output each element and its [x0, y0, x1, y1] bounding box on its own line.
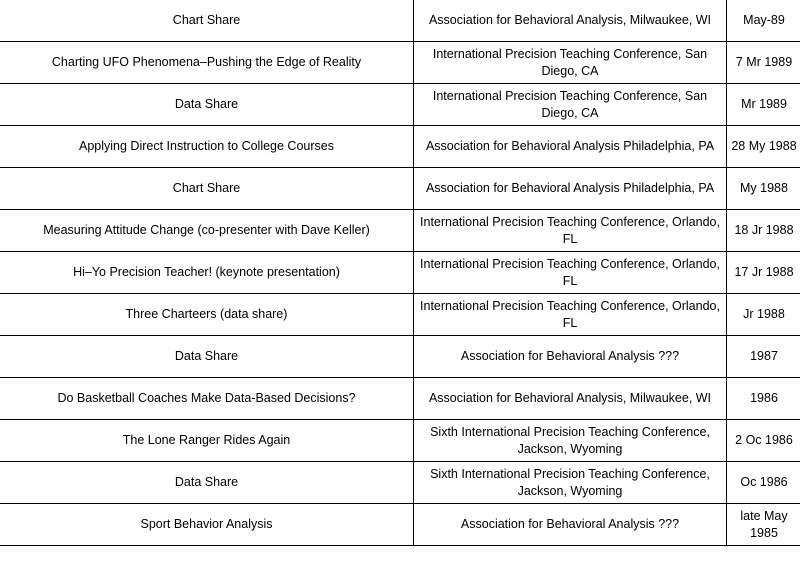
- table-row: [0, 126, 800, 168]
- presentation-venue: International Precision Teaching Conference, Orlando, FL: [414, 252, 727, 294]
- presentation-venue: International Precision Teaching Conference, Orlando, FL: [414, 294, 727, 336]
- presentation-date: 7 Mr 1989: [727, 42, 800, 84]
- presentation-title: The Lone Ranger Rides Again: [0, 420, 414, 462]
- table-row: [0, 252, 800, 294]
- presentation-venue: Association for Behavioral Analysis ???: [414, 336, 727, 378]
- presentation-venue: Association for Behavioral Analysis ???: [414, 504, 727, 546]
- presentation-title: Applying Direct Instruction to College Courses: [0, 126, 414, 168]
- presentation-venue: Association for Behavioral Analysis Philadelphia, PA: [414, 168, 727, 210]
- presentation-title: Sport Behavior Analysis: [0, 504, 414, 546]
- table-row: [0, 420, 800, 462]
- presentation-venue: International Precision Teaching Conference, San Diego, CA: [414, 84, 727, 126]
- presentation-title: Charting UFO Phenomena–Pushing the Edge of Reality: [0, 42, 414, 84]
- table-row: [0, 168, 800, 210]
- presentation-date: Jr 1988: [727, 294, 800, 336]
- presentation-title: Data Share: [0, 84, 414, 126]
- presentation-title: Chart Share: [0, 168, 414, 210]
- table-row: [0, 462, 800, 504]
- table-row: [0, 42, 800, 84]
- table-row: [0, 210, 800, 252]
- presentation-venue: Association for Behavioral Analysis, Milwaukee, WI: [414, 0, 727, 42]
- table-row: [0, 84, 800, 126]
- table-row: [0, 294, 800, 336]
- presentation-venue: International Precision Teaching Conference, San Diego, CA: [414, 42, 727, 84]
- presentation-title: Do Basketball Coaches Make Data-Based Decisions?: [0, 378, 414, 420]
- table-row: [0, 0, 800, 42]
- presentation-date: 1986: [727, 378, 800, 420]
- presentation-date: late May 1985: [727, 504, 800, 546]
- presentation-venue: International Precision Teaching Conference, Orlando, FL: [414, 210, 727, 252]
- presentation-date: 1987: [727, 336, 800, 378]
- presentation-date: My 1988: [727, 168, 800, 210]
- presentation-venue: Association for Behavioral Analysis Philadelphia, PA: [414, 126, 727, 168]
- table-row: [0, 378, 800, 420]
- presentation-title: Hi–Yo Precision Teacher! (keynote presentation): [0, 252, 414, 294]
- presentation-title: Measuring Attitude Change (co-presenter with Dave Keller): [0, 210, 414, 252]
- presentation-venue: Sixth International Precision Teaching Conference, Jackson, Wyoming: [414, 420, 727, 462]
- table-row: [0, 504, 800, 546]
- presentation-title: Data Share: [0, 336, 414, 378]
- presentation-date: May-89: [727, 0, 800, 42]
- presentation-date: 18 Jr 1988: [727, 210, 800, 252]
- presentation-venue: Association for Behavioral Analysis, Milwaukee, WI: [414, 378, 727, 420]
- presentation-venue: Sixth International Precision Teaching Conference, Jackson, Wyoming: [414, 462, 727, 504]
- presentation-date: Mr 1989: [727, 84, 800, 126]
- presentation-date: Oc 1986: [727, 462, 800, 504]
- presentation-title: Chart Share: [0, 0, 414, 42]
- presentation-title: Three Charteers (data share): [0, 294, 414, 336]
- table-row: [0, 336, 800, 378]
- presentation-title: Data Share: [0, 462, 414, 504]
- presentation-date: 28 My 1988: [727, 126, 800, 168]
- presentation-date: 17 Jr 1988: [727, 252, 800, 294]
- presentation-date: 2 Oc 1986: [727, 420, 800, 462]
